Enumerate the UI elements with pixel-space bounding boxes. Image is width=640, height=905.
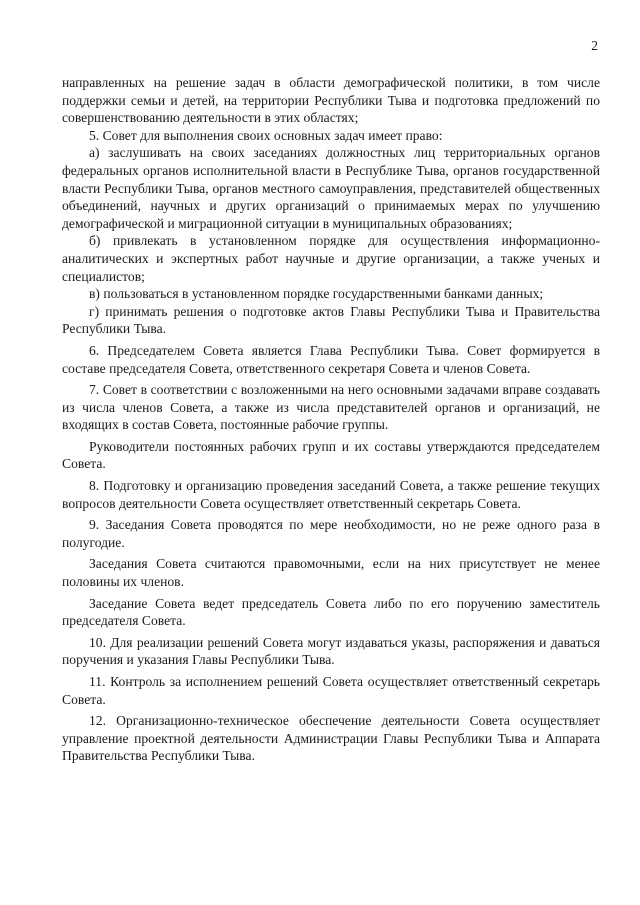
paragraph-item-12: 12. Организационно-техническое обеспечение деятельности Совета осуществляет управление проектной деятельности Администрации Главы Республики Тыва и Аппарата Правительства Республики Тыва.	[62, 713, 600, 764]
paragraph-item-9-chair: Заседание Совета ведет председатель Совета либо по его поручению заместитель председателя Совета.	[62, 595, 600, 629]
paragraph-item-9: 9. Заседания Совета проводятся по мере необходимости, но не реже одного раза в полугодие.	[62, 517, 600, 550]
paragraph-item-5b: б) привлекать в установленном порядке для осуществления информационно-аналитических и экспертных работ научные и другие организации, а также ученых и специалистов;	[62, 233, 600, 284]
paragraph-item-5g: г) принимать решения о подготовке актов Главы Республики Тыва и Правительства Республики Тыва.	[62, 303, 600, 337]
page-number: 2	[591, 38, 598, 53]
paragraph-item-5v: в) пользоваться в установленном порядке государственными банками данных;	[89, 286, 544, 302]
paragraph-item-6: 6. Председателем Совета является Глава Республики Тыва. Совет формируется в составе председателя Совета, ответственного секретаря Совета и членов Совета.	[62, 342, 600, 376]
paragraph-item-8: 8. Подготовку и организацию проведения заседаний Совета, а также решение текущих вопросов деятельности Совета осуществляет ответственный секретарь Совета.	[62, 478, 600, 511]
paragraph-item-7-groups: Руководители постоянных рабочих групп и их составы утверждаются председателем Совета.	[62, 438, 600, 472]
paragraph-item-5: 5. Совет для выполнения своих основных задач имеет право:	[89, 127, 443, 143]
paragraph-item-7: 7. Совет в соответствии с возложенными на него основными задачами вправе создавать из числа членов Совета, а также из числа представителей органов и организаций, не входящих в состав Совета, постоянные рабочие группы.	[62, 382, 600, 433]
paragraph-continuation: направленных на решение задач в области демографической политики, в том числе поддержки семьи и детей, на территории Республики Тыва и подготовка предложений по совершенствованию деятельности в этих областях;	[62, 75, 600, 126]
document-body	[62, 74, 600, 765]
paragraph-item-9-quorum: Заседания Совета считаются правомочными, если на них присутствует не менее половины их членов.	[62, 556, 600, 590]
paragraph-item-5a: а) заслушивать на своих заседаниях должностных лиц территориальных органов федеральных органов исполнительной власти в Республике Тыва, органов государственной власти Республики Тыва, органов местного самоуправления, представителей общественных объединений, научных и других организаций о принимаемых мерах по улучшению демографической и миграционной ситуации в муниципальных образованиях;	[62, 145, 600, 231]
paragraph-item-11: 11. Контроль за исполнением решений Совета осуществляет ответственный секретарь Совета.	[62, 674, 600, 707]
paragraph-item-10: 10. Для реализации решений Совета могут издаваться указы, распоряжения и даваться поручения и указания Главы Республики Тыва.	[62, 634, 600, 668]
